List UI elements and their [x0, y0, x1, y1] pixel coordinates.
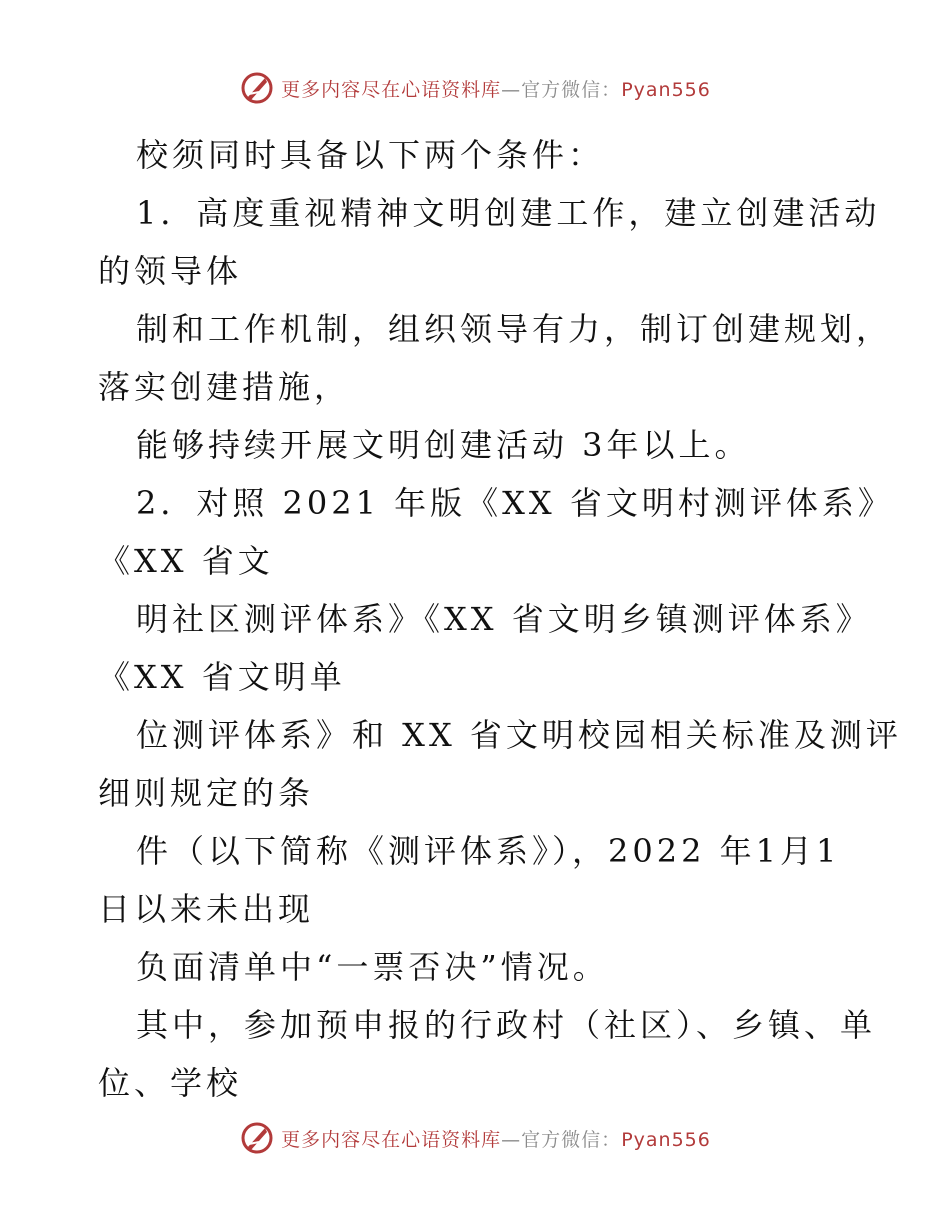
text-line: 的领导体	[98, 252, 243, 290]
text-line: 《XX 省文	[98, 542, 274, 580]
watermark-brand: 更多内容尽在心语资料库	[281, 78, 502, 101]
watermark-text	[281, 1125, 711, 1152]
text-line: 件（以下简称《测评体系》），2022 年1月1	[136, 832, 841, 870]
text-line: 落实创建措施，	[98, 368, 351, 406]
text-line: 校须同时具备以下两个条件：	[136, 136, 605, 174]
text-line: 位测评体系》和 XX 省文明校园相关标准及测评	[136, 716, 902, 754]
footer-watermark	[0, 1120, 950, 1156]
quill-pen-circle-icon	[239, 70, 275, 106]
watermark-wechat-id: Pyan556	[621, 78, 711, 101]
text-line: 负面清单中“一票否决”情况。	[136, 948, 609, 986]
quill-pen-circle-icon	[239, 1120, 275, 1156]
watermark-separator: —	[501, 78, 522, 101]
text-line: 能够持续开展文明创建活动 3年以上。	[136, 426, 751, 464]
text-line: 其中，参加预申报的行政村（社区）、乡镇、单	[136, 1006, 877, 1044]
watermark-separator: —	[501, 1128, 522, 1151]
text-line: 1．高度重视精神文明创建工作，建立创建活动	[136, 194, 881, 232]
text-line: 《XX 省文明单	[98, 658, 346, 696]
watermark-wechat-label: 官方微信：	[521, 78, 622, 101]
header-watermark	[0, 70, 950, 106]
watermark-wechat-id: Pyan556	[621, 1128, 711, 1151]
document-body	[98, 126, 902, 1112]
text-line: 2．对照 2021 年版《XX 省文明村测评体系》	[136, 484, 894, 522]
text-line: 明社区测评体系》《XX 省文明乡镇测评体系》	[136, 600, 872, 638]
watermark-wechat-label: 官方微信：	[521, 1128, 622, 1151]
text-line: 日以来未出现	[98, 890, 315, 928]
watermark-text	[281, 75, 711, 102]
text-line: 制和工作机制，组织领导有力，制订创建规划，	[136, 310, 893, 348]
watermark-brand: 更多内容尽在心语资料库	[281, 1128, 502, 1151]
text-line: 位、学校	[98, 1064, 243, 1102]
text-line: 细则规定的条	[98, 774, 315, 812]
